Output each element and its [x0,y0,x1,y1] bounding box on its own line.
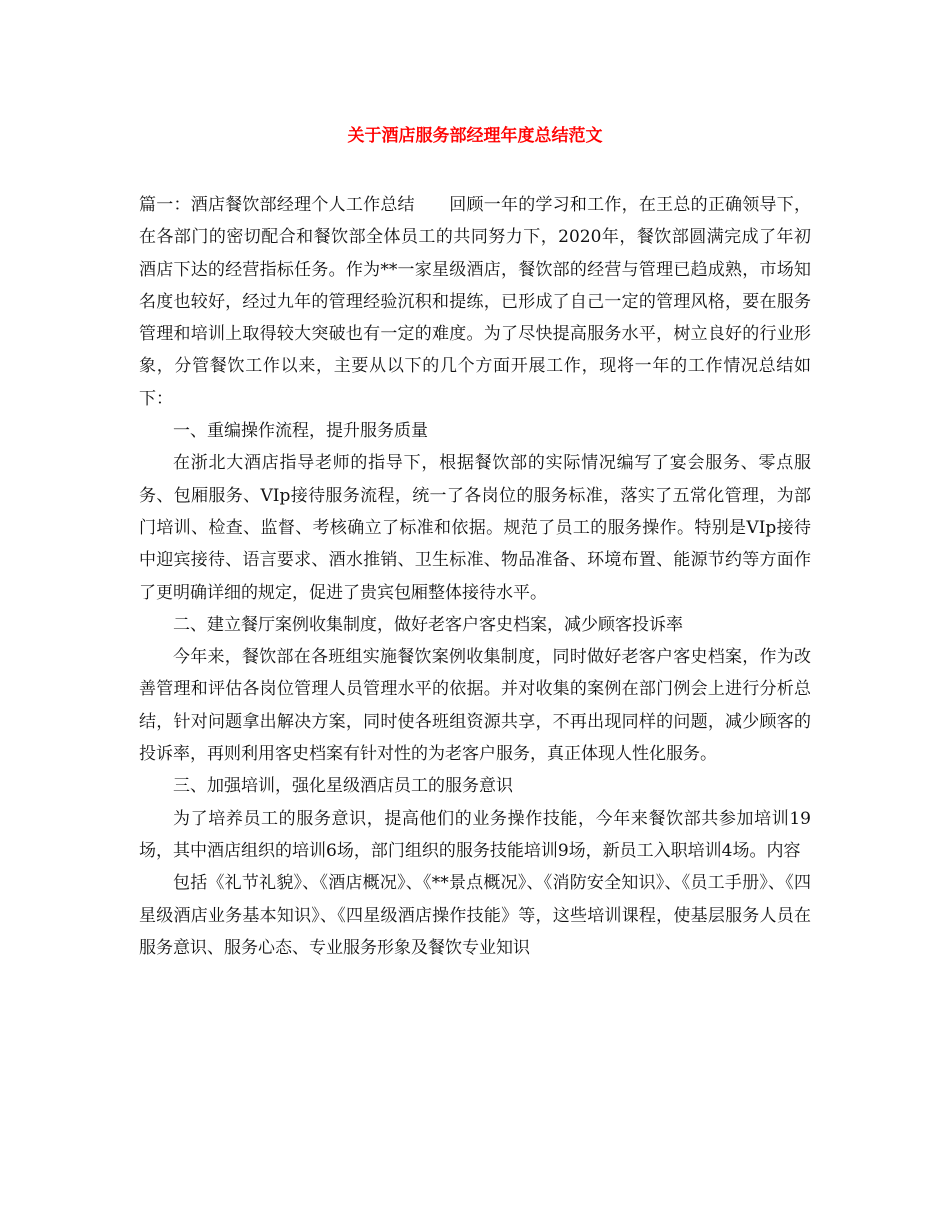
document-body [139,189,811,964]
paragraph-section-1: 在浙北大酒店指导老师的指导下，根据餐饮部的实际情况编写了宴会服务、零点服务、包厢服务、VIp接待服务流程，统一了各岗位的服务标准，落实了五常化管理，为部门培训、检查、监督、考核确立了标准和依据。规范了员工的服务操作。特别是VIp接待中迎宾接待、语言要求、酒水推销、卫生标准、物品准备、环境布置、能源节约等方面作了更明确详细的规定，促进了贵宾包厢整体接待水平。 [139,453,811,603]
section-heading-2: 二、建立餐厅案例收集制度，做好老客户客史档案，减少顾客投诉率 [173,614,683,635]
section-heading-3: 三、加强培训，强化星级酒店员工的服务意识 [173,776,513,797]
paragraph-intro: 篇一：酒店餐饮部经理个人工作总结 回顾一年的学习和工作，在王总的正确领导下，在各部门的密切配合和餐饮部全体员工的共同努力下，2020年，餐饮部圆满完成了年初酒店下达的经营指标任务。作为**一家星级酒店，餐饮部的经营与管理已趋成熟，市场知名度也较好，经过九年的管理经验沉积和提练，已形成了自己一定的管理风格，要在服务管理和培训上取得较大突破也有一定的难度。为了尽快提高服务水平，树立良好的行业形象，分管餐饮工作以来，主要从以下的几个方面开展工作，现将一年的工作情况总结如下： [139,195,811,409]
document-title: 关于酒店服务部经理年度总结范文 [347,126,603,146]
section-heading-1: 一、重编操作流程，提升服务质量 [173,421,428,442]
paragraph-section-3-continued: 包括《礼节礼貌》、《酒店概况》、《**景点概况》、《消防安全知识》、《员工手册》、《四星级酒店业务基本知识》、《四星级酒店操作技能》等，这些培训课程，使基层服务人员在服务意识、服务心态、专业服务形象及餐饮专业知识 [139,873,811,958]
paragraph-section-3: 为了培养员工的服务意识，提高他们的业务操作技能，今年来餐饮部共参加培训19场，其中酒店组织的培训6场，部门组织的服务技能培训9场，新员工入职培训4场。内容 [139,808,811,861]
paragraph-section-2: 今年来，餐饮部在各班组实施餐饮案例收集制度，同时做好老客户客史档案，作为改善管理和评估各岗位管理人员管理水平的依据。并对收集的案例在部门例会上进行分析总结，针对问题拿出解决方案，同时使各班组资源共享，不再出现同样的问题，减少顾客的投诉率，再则利用客史档案有针对性的为老客户服务，真正体现人性化服务。 [139,647,811,765]
